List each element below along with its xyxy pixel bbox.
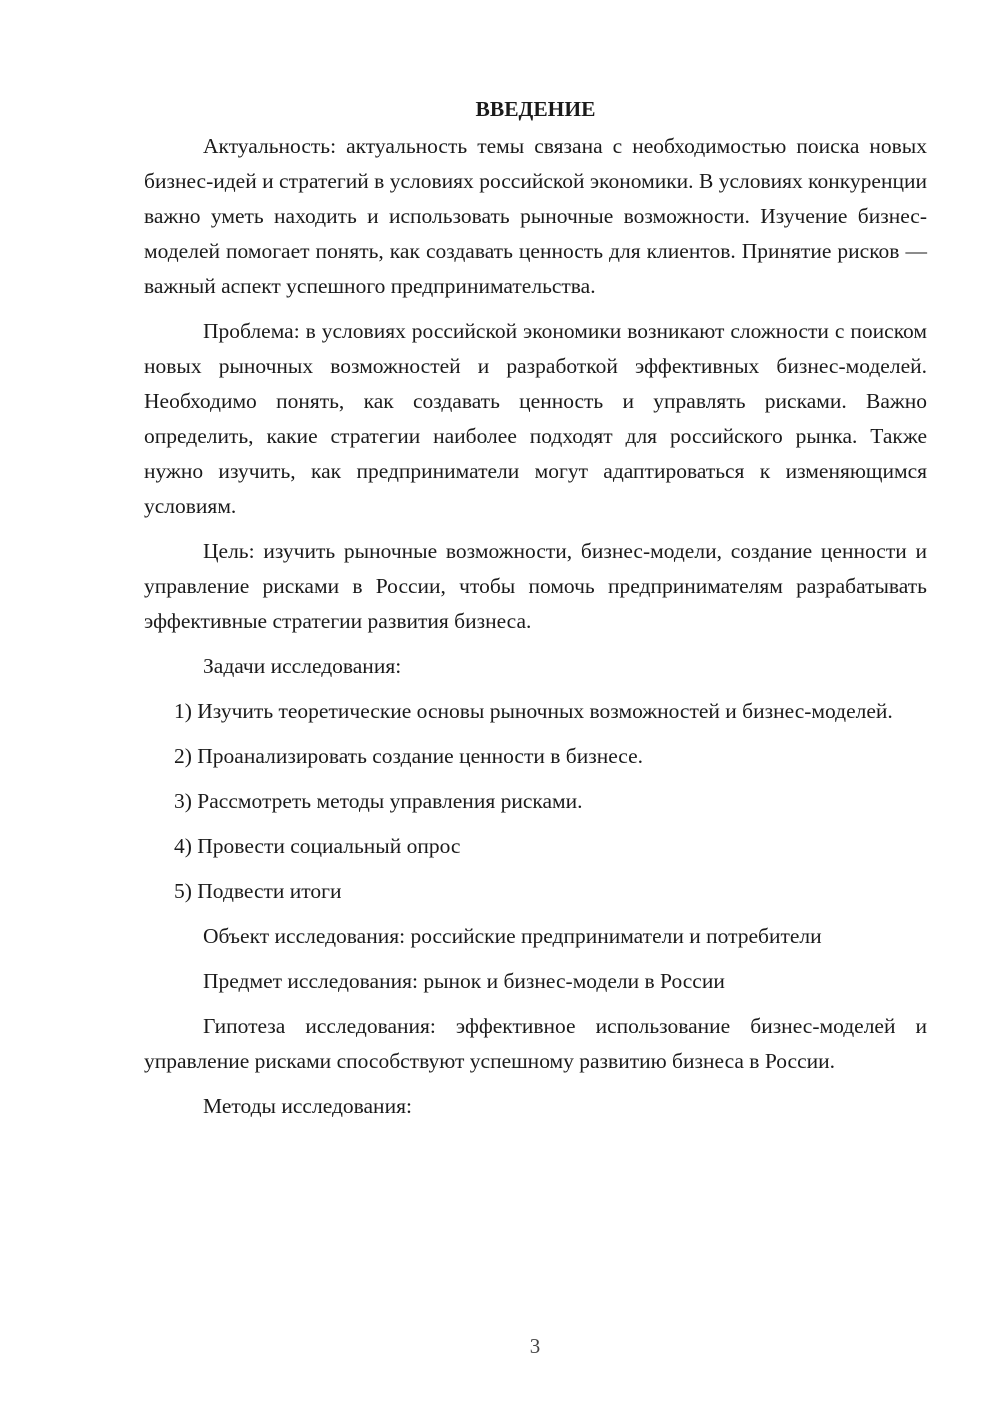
task-item-1: 1) Изучить теоретические основы рыночных возможностей и бизнес-моделей. [174,699,893,723]
section-heading: ВВЕДЕНИЕ [475,97,596,121]
page-number: 3 [529,1334,541,1358]
tasks-title: Задачи исследования: [203,654,402,678]
task-item-2: 2) Проанализировать создание ценности в бизнесе. [174,744,644,768]
task-item-3: 3) Рассмотреть методы управления рисками. [174,789,583,813]
subject-paragraph: Предмет исследования: рынок и бизнес-модели в России [203,969,725,993]
relevance-paragraph: Актуальность: актуальность темы связана с необходимостью поиска новых бизнес-идей и стратегий в условиях российской экономики. В условиях конкуренции важно уметь находить и использовать рыночные возможности. Изучение бизнес-моделей помогает понять, как создавать ценность для клиентов. Принятие рисков — важный аспект успешного предпринимательства. [144,134,927,298]
object-paragraph: Объект исследования: российские предприниматели и потребители [203,924,822,948]
hypothesis-paragraph: Гипотеза исследования: эффективное использование бизнес-моделей и управление рисками способствуют успешному развитию бизнеса в России. [144,1014,927,1073]
methods-title: Методы исследования: [203,1094,412,1118]
problem-paragraph: Проблема: в условиях российской экономики возникают сложности с поиском новых рыночных возможностей и разработкой эффективных бизнес-моделей. Необходимо понять, как создавать ценность и управлять рисками. Важно определить, какие стратегии наиболее подходят для российского рынка. Также нужно изучить, как предприниматели могут адаптироваться к изменяющимся условиям. [144,319,927,518]
task-item-5: 5) Подвести итоги [174,879,342,903]
goal-paragraph: Цель: изучить рыночные возможности, бизнес-модели, создание ценности и управление рисками в России, чтобы помочь предпринимателям разрабатывать эффективные стратегии развития бизнеса. [144,539,927,633]
task-item-4: 4) Провести социальный опрос [174,834,461,858]
document-page [144,92,927,1134]
